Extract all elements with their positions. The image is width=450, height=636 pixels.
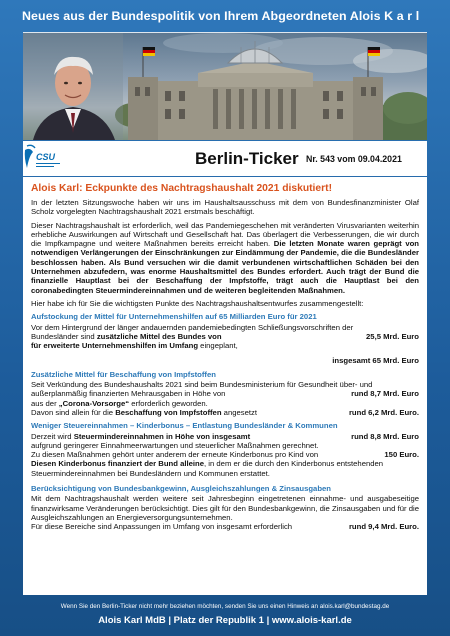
section-line: Vor dem Hintergrund der länger andauernden pandemiebedingten Schließungsvorschriften der bbox=[31, 322, 354, 332]
section-line bbox=[31, 332, 419, 341]
amount-value: rund 8,7 Mrd. Euro bbox=[351, 389, 419, 399]
article-title: Alois Karl: Eckpunkte des Nachtragshaushalt 2021 diskutiert! bbox=[31, 183, 332, 194]
section-bold-text: Steuermindereinnahmen in Höhe von insgesamt bbox=[73, 431, 251, 441]
section-bold-text: „Corona-Vorsorge“ bbox=[58, 398, 130, 408]
section-line: aufgrund geringerer Einnahmeerwartungen und steuerlicher Maßnahmen gerechnet. bbox=[31, 440, 319, 450]
section-line bbox=[31, 341, 419, 350]
ticker-title: Berlin-Ticker bbox=[195, 149, 299, 168]
section-title: Weniger Steuereinnahmen – Kinderbonus – Entlastung Bundesländer & Kommunen bbox=[31, 421, 338, 431]
amount-value: rund 8,8 Mrd. Euro bbox=[351, 431, 419, 441]
csu-logo bbox=[23, 144, 63, 174]
section-text: erforderlich geworden. bbox=[129, 398, 208, 408]
section-text: aus der bbox=[31, 398, 59, 408]
section-line bbox=[31, 522, 419, 531]
section-title: Berücksichtigung von Bundesbankgewinn, Ausgleichszahlungen & Zinsausgaben bbox=[31, 484, 331, 494]
section-line bbox=[31, 389, 419, 398]
amount-value: 25,5 Mrd. Euro bbox=[366, 331, 419, 341]
summary-lead: Hier habe ich für Sie die wichtigsten Punkte des Nachtragshaushaltsentwurfes zusammengestellt: bbox=[31, 298, 364, 308]
section-line bbox=[31, 459, 419, 468]
section-text: Davon sind allein für die bbox=[31, 407, 116, 417]
section-paragraph: Mit dem Nachtragshaushalt werden weitere seit Jahresbeginn eingetretenen einnahme- und ausgabeseitige finanzwirksame Veränderungen berücksichtigt. Dies gilt für den Bundesbankgewinn, die Zinsausgaben und für die Ausgleichszahlungen an Energieversorgungsunternehmen. bbox=[31, 494, 419, 522]
section-impfstoffe bbox=[31, 370, 419, 417]
section-steuereinnahmen bbox=[31, 421, 419, 478]
article-content bbox=[23, 177, 427, 595]
footer-address: Alois Karl MdB | Platz der Republik 1 | www.alois-karl.de bbox=[98, 615, 352, 626]
section-bold-text: zusätzliche Mittel des Bundes von bbox=[96, 331, 222, 341]
section-text: eingeplant, bbox=[198, 341, 238, 351]
section-title: Zusätzliche Mittel für Beschaffung von Impfstoffen bbox=[31, 369, 216, 379]
section-unternehmenshilfen bbox=[31, 312, 419, 365]
section-line bbox=[31, 399, 419, 408]
context-text: Dieser Nachtragshaushalt ist erforderlich, weil das Pandemiegeschehen mit veränderten Virusvarianten weiterhin erhebliche Auswirkungen auf Wirtschaft und Gesellschaft hat. Das überlagert die Verbesserungen, die wir durch die Impfkampagne und weitere Maßnahmen bereits erreicht haben. bbox=[31, 220, 419, 249]
section-text: angesetzt bbox=[221, 407, 258, 417]
section-line: Steuermindereinnahmen bei Bundesländern und Kommunen erstattet. bbox=[31, 468, 270, 478]
section-bundesbankgewinn bbox=[31, 484, 419, 531]
amount-value: rund 9,4 Mrd. Euro. bbox=[348, 522, 419, 532]
section-bold-text: Beschaffung von Impfstoffen bbox=[115, 407, 222, 417]
section-text: außerplanmäßig finanzierten Mehrausgaben in Höhe von bbox=[31, 389, 226, 399]
section-line bbox=[31, 408, 419, 417]
section-text: , in dem er die durch den Kinderbonus entstehenden bbox=[204, 459, 384, 469]
ticker-bar bbox=[23, 141, 427, 176]
unsubscribe-note: Wenn Sie den Berlin-Ticker nicht mehr beziehen möchten, senden Sie uns einen Hinweis an alois.karl@bundestag.de bbox=[60, 603, 390, 610]
section-text: Zu diesen Maßnahmen gehört unter anderem der erneute Kinderbonus pro Kind von bbox=[31, 450, 319, 460]
section-line bbox=[31, 450, 419, 459]
section-text: Bundesländer sind bbox=[31, 331, 97, 341]
section-text: Derzeit wird bbox=[31, 431, 74, 441]
header-photo bbox=[23, 32, 427, 140]
context-bold-text: Die letzten Monate waren geprägt von notwendigen Verlängerungen der Einschränkungen zur Eindämmung der Pandemie, die die Bundesländer beschlossen haben. Als Bund versuchen wir die damit verbundenen wirtschaftlichen Schäden bei den Unternehmen abzufedern, was enorme Haushaltsmittel des Bundes erfordert. Auch trägt der Bund die finanzielle Hauptlast bei der Beschaffung der Impfstoffe, trägt auch die Hauptlast bei den coronabedingten Steuermindereinnahmen und de weiteren begleitenden Maßnahmen. bbox=[31, 239, 419, 295]
amount-value: rund 6,2 Mrd. Euro. bbox=[348, 407, 419, 417]
amount-value: 150 Euro. bbox=[384, 450, 419, 460]
section-title: Aufstockung der Mittel für Unternehmenshilfen auf 65 Milliarden Euro für 2021 bbox=[31, 312, 317, 322]
section-bold-text: Diesen Kinderbonus finanziert der Bund alleine bbox=[31, 459, 204, 469]
total-amount: insgesamt 65 Mrd. Euro bbox=[332, 356, 419, 366]
issue-number-date: Nr. 543 vom 09.04.2021 bbox=[306, 154, 402, 164]
intro-paragraph: In der letzten Sitzungswoche haben wir uns im Haushaltsausschuss mit dem von Bundesfinanzminister Olaf Scholz vorgelegten Nachtragshaushalt 2021 erstmals beschäftigt. bbox=[31, 198, 419, 217]
csu-logo-text: CSU bbox=[36, 152, 56, 162]
section-line: Seit Verkündung des Bundeshaushalts 2021 sind beim Bundesministerium für Gesundheit über- und bbox=[31, 380, 373, 390]
section-bold-text: für erweiterte Unternehmenshilfen im Umfang bbox=[31, 341, 199, 351]
context-paragraph bbox=[31, 221, 419, 295]
section-line bbox=[31, 432, 419, 441]
newsletter-headline: Neues aus der Bundespolitik von Ihrem Abgeordneten Alois K a r l bbox=[22, 9, 420, 23]
section-text: Für diese Bereiche sind Anpassungen im Umfang von insgesamt erforderlich bbox=[31, 522, 293, 532]
portrait-photo bbox=[23, 33, 123, 140]
